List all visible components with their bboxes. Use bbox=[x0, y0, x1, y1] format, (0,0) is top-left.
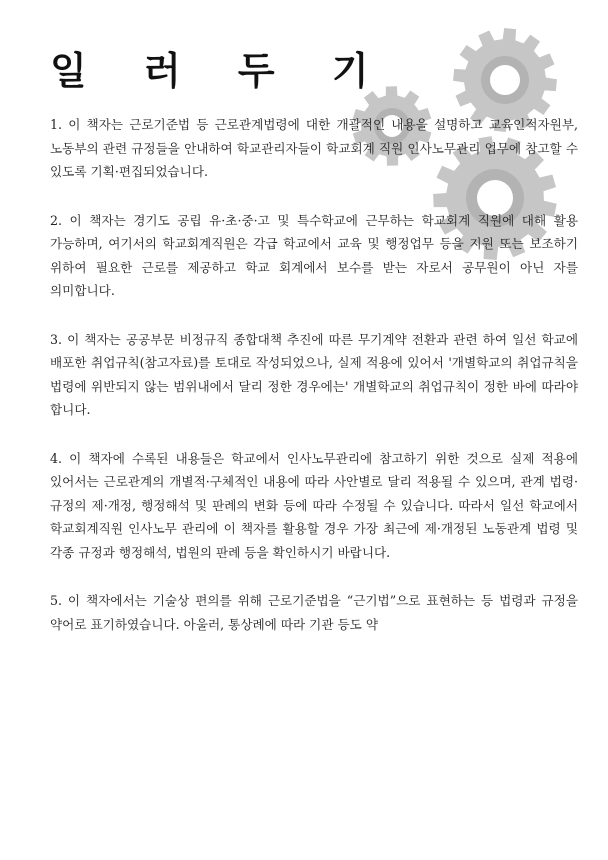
note-line: 2. 이 책자는 경기도 공립 유·초·중·고 및 특수학교에 근무하는 학교회계 bbox=[50, 212, 471, 228]
note-paragraph bbox=[50, 447, 578, 565]
note-item-3 bbox=[50, 328, 578, 422]
note-paragraph bbox=[50, 209, 578, 303]
note-line: 직원 인사노무관리 업무에 참고할 수 있도록 기획·편집되었습니다. bbox=[50, 140, 578, 179]
gear-hole bbox=[490, 65, 520, 95]
note-line: 변화 등에 따라 수정될 수 있습니다. 따라서 일선 학교에서 학교회계직원 bbox=[50, 497, 578, 536]
note-line: 및 행정업무 등을 지원 또는 보조하기 위하여 필요한 근로를 제공하고 학교 bbox=[50, 236, 578, 275]
note-line: 5. 이 책자에서는 기술상 편의를 위해 근로기준법을 “근기법”으로 표현하는 등 bbox=[50, 593, 494, 608]
note-line: 하여 일선 학교에 배포한 취업규칙(참고자료)를 토대로 작성되었으나, 실제 bbox=[50, 331, 579, 370]
note-item-2 bbox=[50, 209, 578, 303]
note-line: 3. 이 책자는 공공부문 비정규직 종합대책 추진에 따른 무기계약 전환과 관련 bbox=[50, 331, 478, 347]
note-line: 인사노무 관리에 이 책자를 활용할 경우 가장 최근에 제·개정된 노동관계 bbox=[128, 521, 532, 536]
note-line: 교육인적자원부, 노동부의 관련 규정들을 안내하여 학교관리자들이 학교회계 bbox=[50, 117, 578, 156]
note-line: 적용에 있어서 '개별학교의 취업규칙을 법령에 위반되지 않는 범위내에서 달리 bbox=[50, 355, 578, 394]
note-line: 실제 적용에 있어서는 근로관계의 개별적·구체적인 내용에 따라 사안별로 bbox=[50, 450, 578, 489]
note-line: 약 bbox=[365, 616, 379, 632]
note-line: 법령과 규정을 약어로 표기하였습니다. 아울러, 통상례에 따라 기관 등도 bbox=[50, 593, 578, 632]
note-item-4 bbox=[50, 447, 578, 565]
note-line: 4. 이 책자에 수록된 내용들은 학교에서 인사노무관리에 참고하기 위한 것으로 bbox=[50, 450, 503, 466]
note-line: 정한 경우에는' 개별학교의 취업규칙이 정한 바에 따라야 합니다. bbox=[50, 378, 578, 417]
note-line: 직원에 대해 활용 가능하며, 여기서의 학교회계직원은 각급 학교에서 교육 bbox=[50, 212, 578, 251]
note-line: 1. 이 책자는 근로기준법 등 근로관계법령에 대한 개괄적인 내용을 설명하고 bbox=[50, 117, 483, 132]
note-paragraph bbox=[50, 328, 578, 422]
note-line: 회계에서 보수를 받는 자로서 공무원이 아닌 자를 의미합니다. bbox=[50, 259, 578, 298]
note-item-1 bbox=[50, 113, 578, 184]
note-paragraph bbox=[50, 589, 578, 636]
note-item-5 bbox=[50, 589, 578, 636]
page-title: 일 러 두 기 bbox=[50, 49, 391, 93]
note-paragraph bbox=[50, 113, 578, 184]
notes-list bbox=[50, 113, 578, 661]
note-line: 달리 적용될 수 있으며, 관계 법령·규정의 제·개정, 행정해석 및 판례의 bbox=[50, 474, 578, 513]
note-line: 법령 및 각종 규정과 행정해석, 법원의 판례 등을 확인하시기 바랍니다. bbox=[50, 521, 578, 560]
